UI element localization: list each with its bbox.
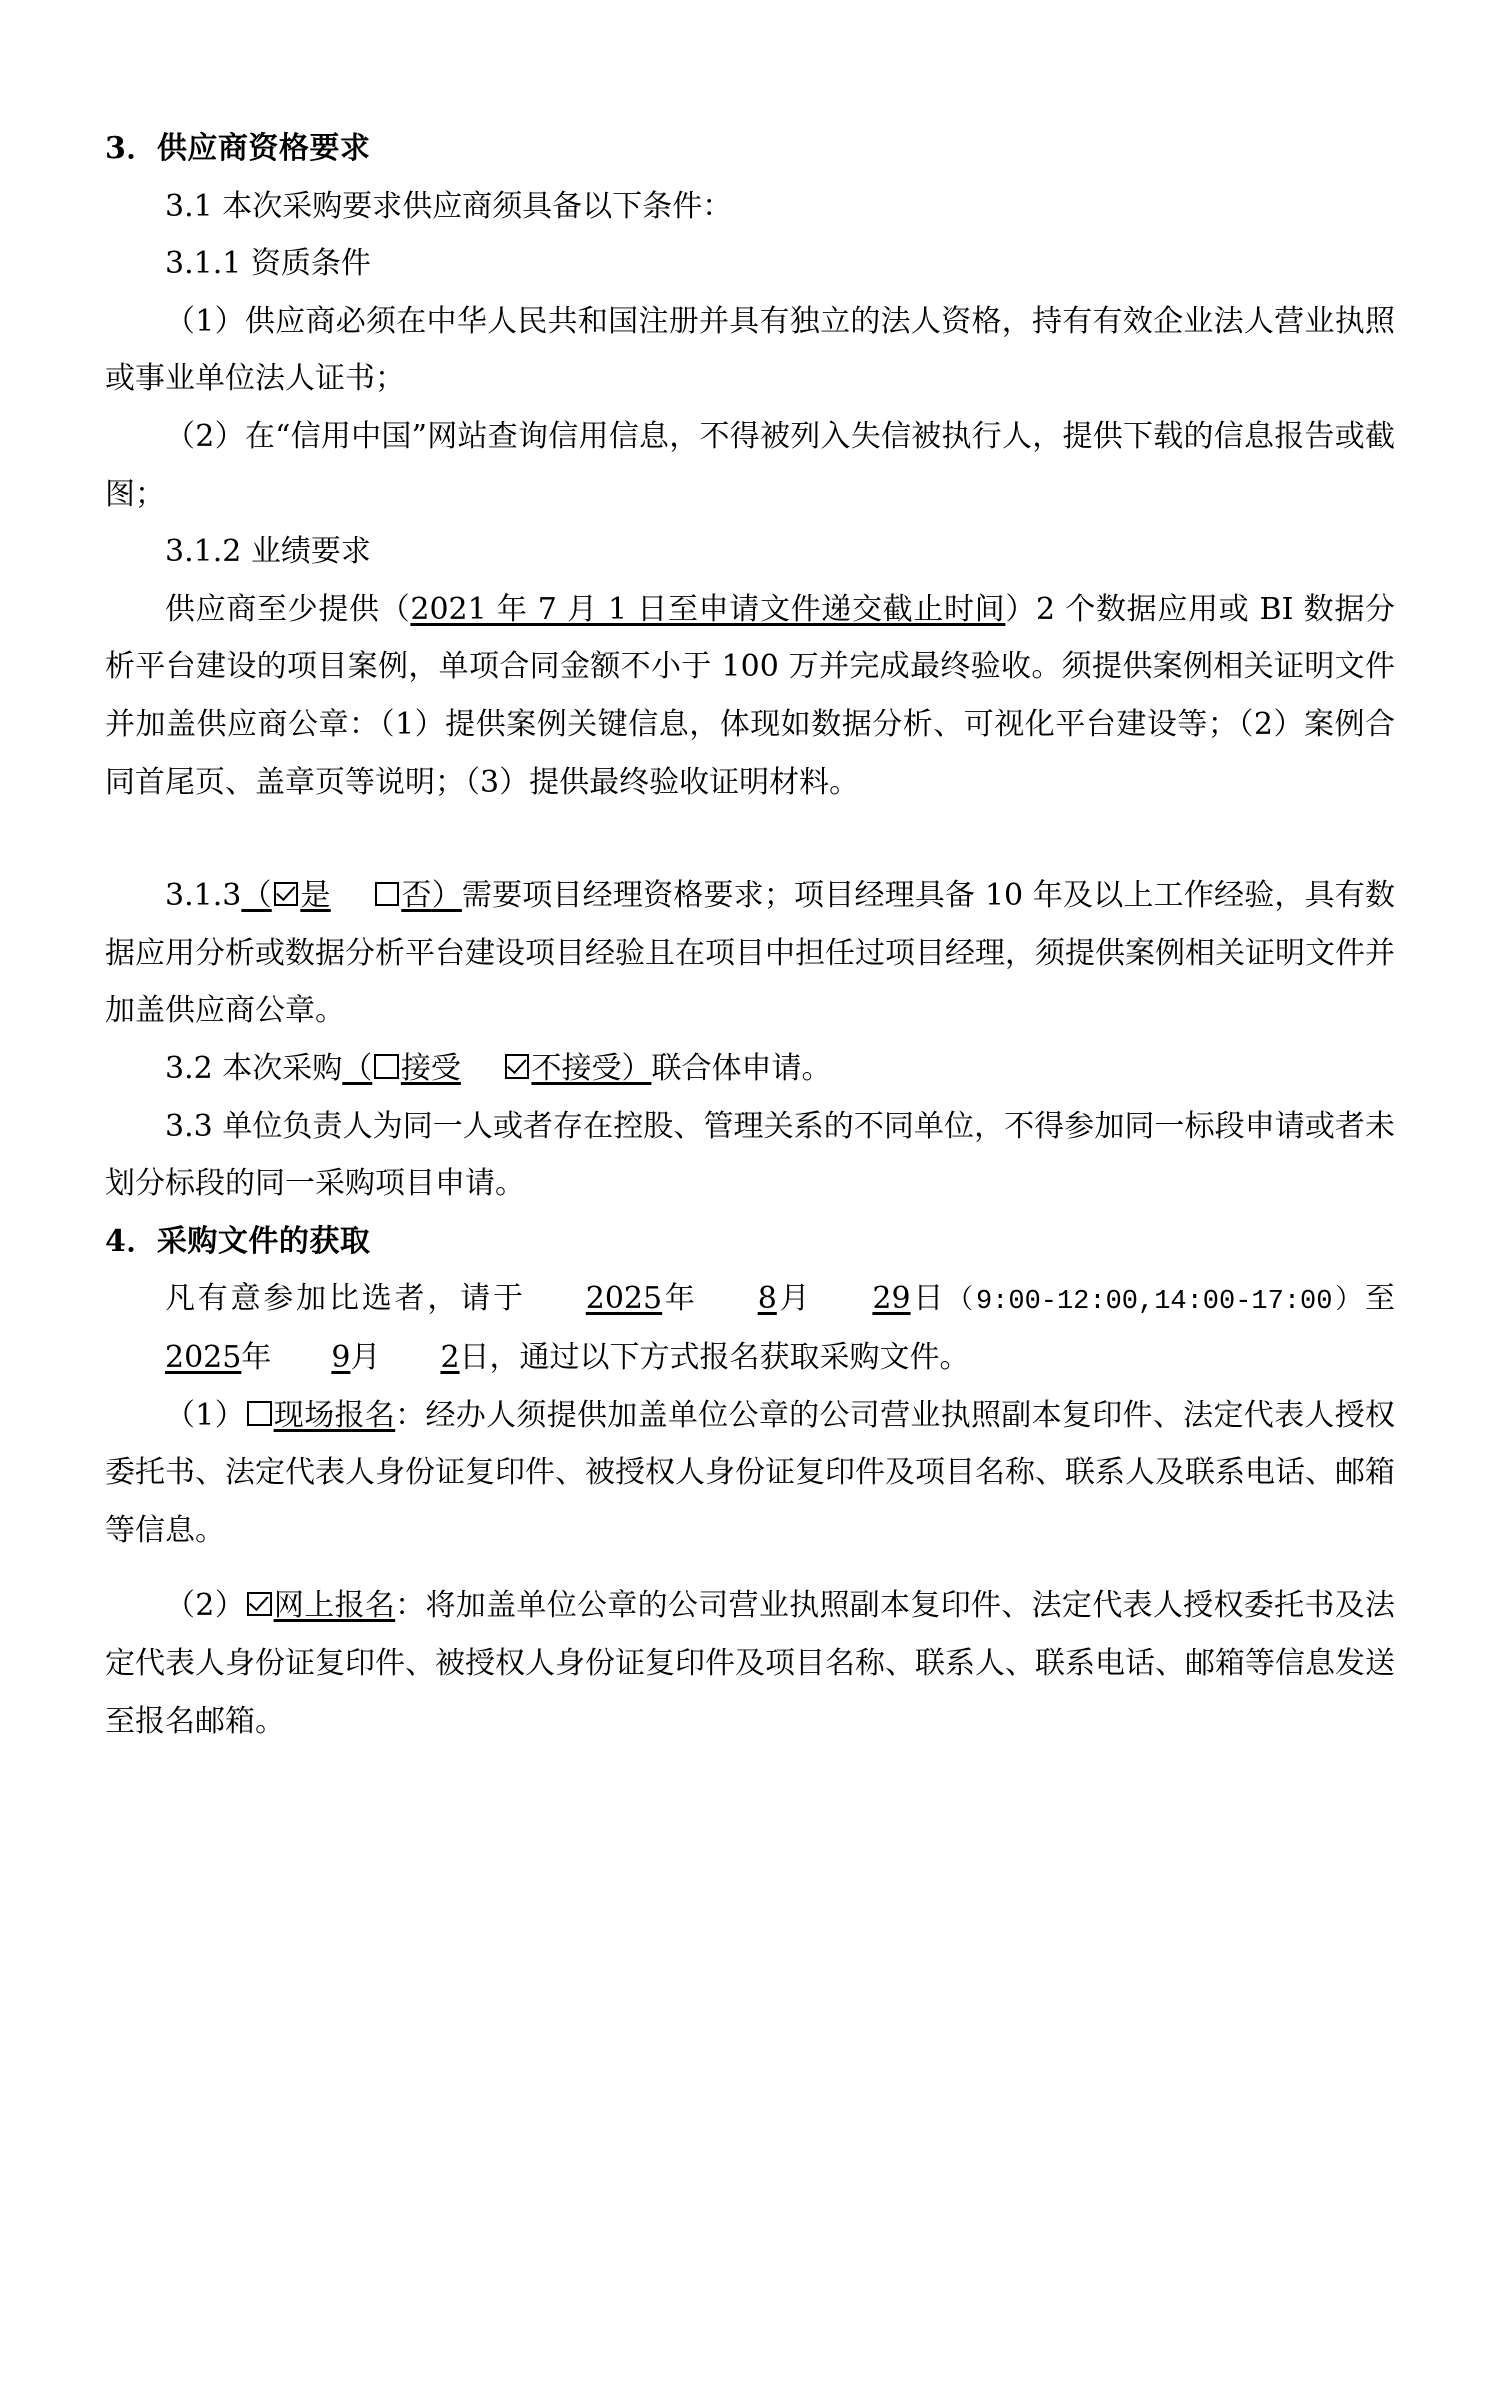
pm-no-label: 否	[401, 878, 432, 914]
performance-date-range: 2021 年 7 月 1 日至申请文件递交截止时间	[410, 591, 1006, 627]
performance-prefix: 供应商至少提供（	[165, 591, 411, 627]
start-year-unit: 年	[662, 1281, 698, 1317]
consortium-tail: 联合体申请。	[651, 1050, 832, 1086]
end-day-value[interactable]: 2	[440, 1340, 460, 1376]
checkbox-pm-yes[interactable]	[274, 882, 299, 907]
start-day-unit: 日	[910, 1281, 947, 1317]
online-item-title: 网上报名	[273, 1588, 396, 1624]
section-heading-3: 3．供应商资格要求	[105, 131, 371, 166]
start-year-value[interactable]: 2025	[585, 1281, 663, 1317]
acquisition-time-range: （9:00-12:00,14:00-17:00）	[946, 1287, 1366, 1318]
paragraph-3-1: 3.1 本次采购要求供应商须具备以下条件：	[165, 188, 733, 224]
checkbox-onsite-registration[interactable]	[247, 1401, 272, 1426]
acquisition-intro-prefix: 凡有意参加比选者，请于	[165, 1281, 526, 1317]
onsite-item-title: 现场报名	[273, 1397, 396, 1433]
paragraph-3-1-2: 3.1.2 业绩要求	[165, 534, 371, 570]
paragraph-3-1-3	[105, 867, 1395, 1040]
list-item-online-registration	[105, 1577, 1395, 1750]
checkbox-consortium-reject[interactable]	[505, 1054, 530, 1079]
start-day-value[interactable]: 29	[872, 1281, 911, 1317]
pm-text: 需要项目经理资格要求；项目经理具备 10 年及以上工作经验，具有数据应用分析或数据分析平台建设项目经验且在项目中担任过项目经理，须提供案例相关证明文件并加盖供应商公章。	[105, 878, 1396, 1029]
paragraph-3-1-1-item-2: （2）在“信用中国”网站查询信用信息，不得被列入失信被执行人，提供下载的信息报告或截图；	[105, 418, 1395, 512]
start-month-value[interactable]: 8	[757, 1281, 777, 1317]
paragraph-acquisition-time	[105, 1270, 1395, 1386]
pm-options: （ 是 否）	[241, 878, 462, 914]
online-item-text: ：将加盖单位公章的公司营业执照副本复印件、法定代表人授权委托书及法定代表人身份证复印件、被授权人身份证复印件及项目名称、联系人、联系电话、邮箱等信息发送至报名邮箱。	[105, 1588, 1396, 1739]
onsite-item-text: ：经办人须提供加盖单位公章的公司营业执照副本复印件、法定代表人授权委托书、法定代表人身份证复印件、被授权人身份证复印件及项目名称、联系人及联系电话、邮箱等信息。	[105, 1397, 1396, 1548]
end-month-value[interactable]: 9	[331, 1340, 351, 1376]
paragraph-3-2	[105, 1040, 1395, 1098]
paragraph-3-3: 3.3 单位负责人为同一人或者存在控股、管理关系的不同单位，不得参加同一标段申请或者未划分标段的同一采购项目申请。	[105, 1108, 1395, 1202]
checkbox-online-registration[interactable]	[247, 1592, 272, 1617]
pm-yes-label: 是	[300, 878, 331, 914]
spacer	[105, 811, 1395, 867]
consortium-accept-label: 接受	[400, 1050, 461, 1086]
list-item-onsite-registration	[105, 1387, 1395, 1560]
section-heading-4: 4．采购文件的获取	[105, 1223, 371, 1259]
start-month-unit: 月	[776, 1281, 813, 1317]
document-body	[105, 120, 1395, 1750]
onsite-item-no: （1）	[165, 1397, 246, 1433]
end-year-unit: 年	[241, 1340, 272, 1376]
consortium-label: 3.2	[165, 1050, 213, 1086]
online-item-no: （2）	[165, 1588, 246, 1624]
consortium-reject-label: 不接受	[531, 1050, 622, 1086]
pm-label: 3.1.3	[165, 878, 242, 914]
acquisition-intro-suffix: ，通过以下方式报名获取采购文件。	[489, 1340, 970, 1376]
end-month-unit: 月	[350, 1340, 381, 1376]
consortium-options: （ 接受 不接受）	[342, 1050, 652, 1086]
paragraph-performance	[105, 581, 1395, 811]
acquisition-to-word: 至	[1365, 1281, 1396, 1317]
spacer	[105, 1559, 1395, 1577]
paragraph-3-1-1: 3.1.1 资质条件	[165, 246, 371, 282]
performance-suffix: ）2 个数据应用或 BI 数据分析平台建设的项目案例，单项合同金额不小于 100 万并完成最终验收。须提供案例相关证明文件并加盖供应商公章：（1）提供案例关键信息，体现如数据分析、可视化平台建设等；（2）案例合同首尾页、盖章页等说明；（3）提供最终验收证明材料。	[105, 591, 1395, 800]
checkbox-consortium-accept[interactable]	[374, 1054, 399, 1079]
checkbox-pm-no[interactable]	[375, 882, 400, 907]
end-year-value[interactable]: 2025	[165, 1340, 242, 1376]
paragraph-3-1-1-item-1: （1）供应商必须在中华人民共和国注册并具有独立的法人资格，持有有效企业法人营业执照或事业单位法人证书；	[105, 303, 1395, 397]
end-day-unit: 日	[459, 1340, 490, 1376]
consortium-lead: 本次采购	[222, 1050, 343, 1086]
